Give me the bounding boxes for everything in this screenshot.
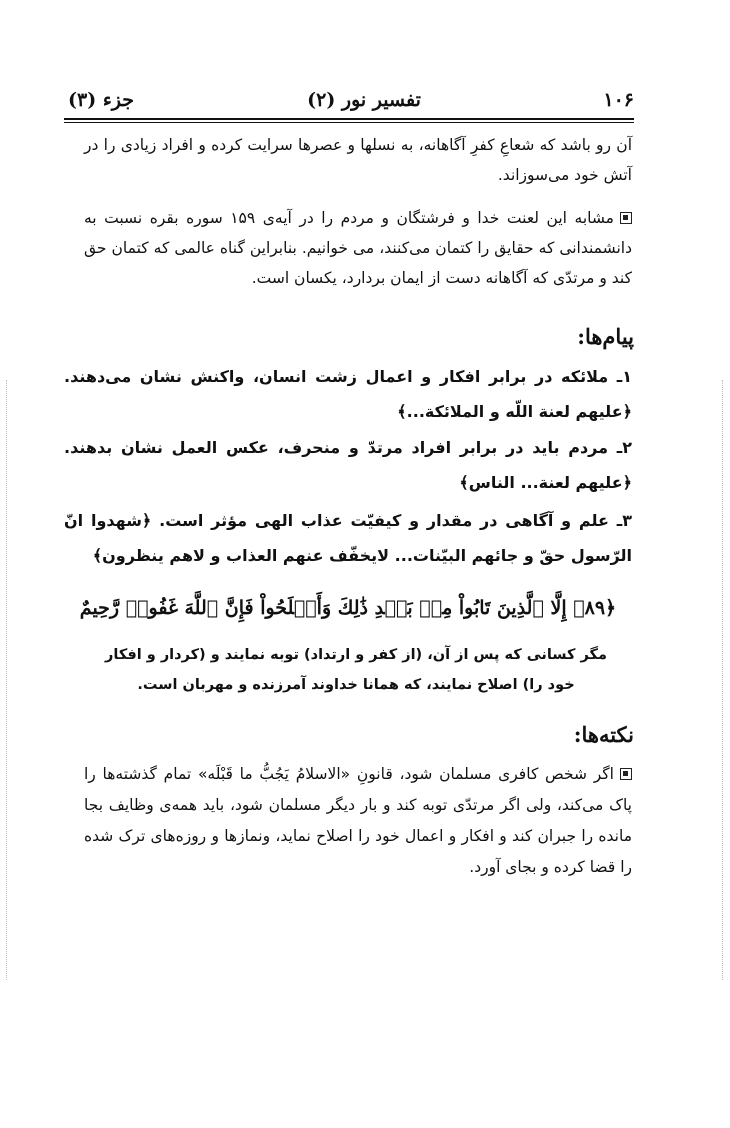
intro-paragraph: آن رو باشد که شعاعِ کفرِ آگاهانه، به نسلها و عصرها سرایت کرده و افراد زیادی را در آتش خود می‌سوزاند. [84,136,632,184]
part-label: جزء (۳) [68,89,134,111]
header-rule [64,118,634,120]
note-paragraph [84,203,632,293]
message-item-3: ۳ـ علم و آگاهی در مقدار و کیفیّت عذاب الهی مؤثر است. ﴿شهدوا انّ الرّسول حقّ و جائهم البیّنات... لایخفّف عنهم العذاب و لاهم ینظرون﴾ [64,511,632,565]
quran-verse: ﴿۸۹﴾ إِلَّا ٱلَّذِينَ تَابُواْ مِنۢ بَعۡدِ ذَٰلِكَ وَأَصۡلَحُواْ فَإِنَّ ٱللَّهَ غَفُورٞ رَّحِيمٌ [79,597,617,619]
square-bullet-icon [620,212,632,224]
messages-heading: پیام‌ها: [577,324,634,349]
running-title: تفسیر نور (۲) [307,89,421,111]
points-text: اگر شخص کافری مسلمان شود، قانونِ «الاسلامُ یَجُبُّ ما قَبْلَه» تمام گذشته‌ها را پاک می‌کند، ولی اگر مرتدّی توبه کند و بار دیگر مسلمان شود، باید همه‌ی وظایف بجا مانده را جبران کند و افکار و اعمال خود را اصلاح نماید، ونمازها و روزه‌های ترک شده را قضا کرده و بجای آورد. [84,765,632,876]
message-item-2: ۲ـ مردم باید در برابر افراد مرتدّ و منحرف، عکس العمل نشان بدهند. ﴿علیهم لعنة... الناس﴾ [64,438,632,492]
scan-margin-left [6,380,7,980]
square-bullet-icon [620,768,632,780]
message-item-1: ۱ـ ملائکه در برابر افکار و اعمال زشت انسان، واکنش نشان می‌دهند. ﴿علیهم لعنة اللّه و الملائکة...﴾ [64,367,632,421]
points-paragraph [84,759,632,883]
points-heading: نکته‌ها: [573,722,634,747]
verse-translation: مگر کسانی که پس از آن، (از کفر و ارتداد) توبه نمایند و (کردار و افکار خود را) اصلاح نمایند، که همانا خداوند آمرزنده و مهربان است. [105,647,607,693]
note-text: مشابه این لعنت خدا و فرشتگان و مردم را در آیه‌ی ۱۵۹ سوره بقره نسبت به دانشمندانی که حقایق را کتمان می‌کنند، می خوانیم. بنابراین گناه عالمی که کتمان حق کند و مرتدّی که آگاهانه دست از ایمان بردارد، یکسان است. [84,209,632,287]
scan-margin-right [722,380,723,980]
header-rule-thin [64,122,634,123]
page-number: ۱۰۶ [603,89,634,111]
